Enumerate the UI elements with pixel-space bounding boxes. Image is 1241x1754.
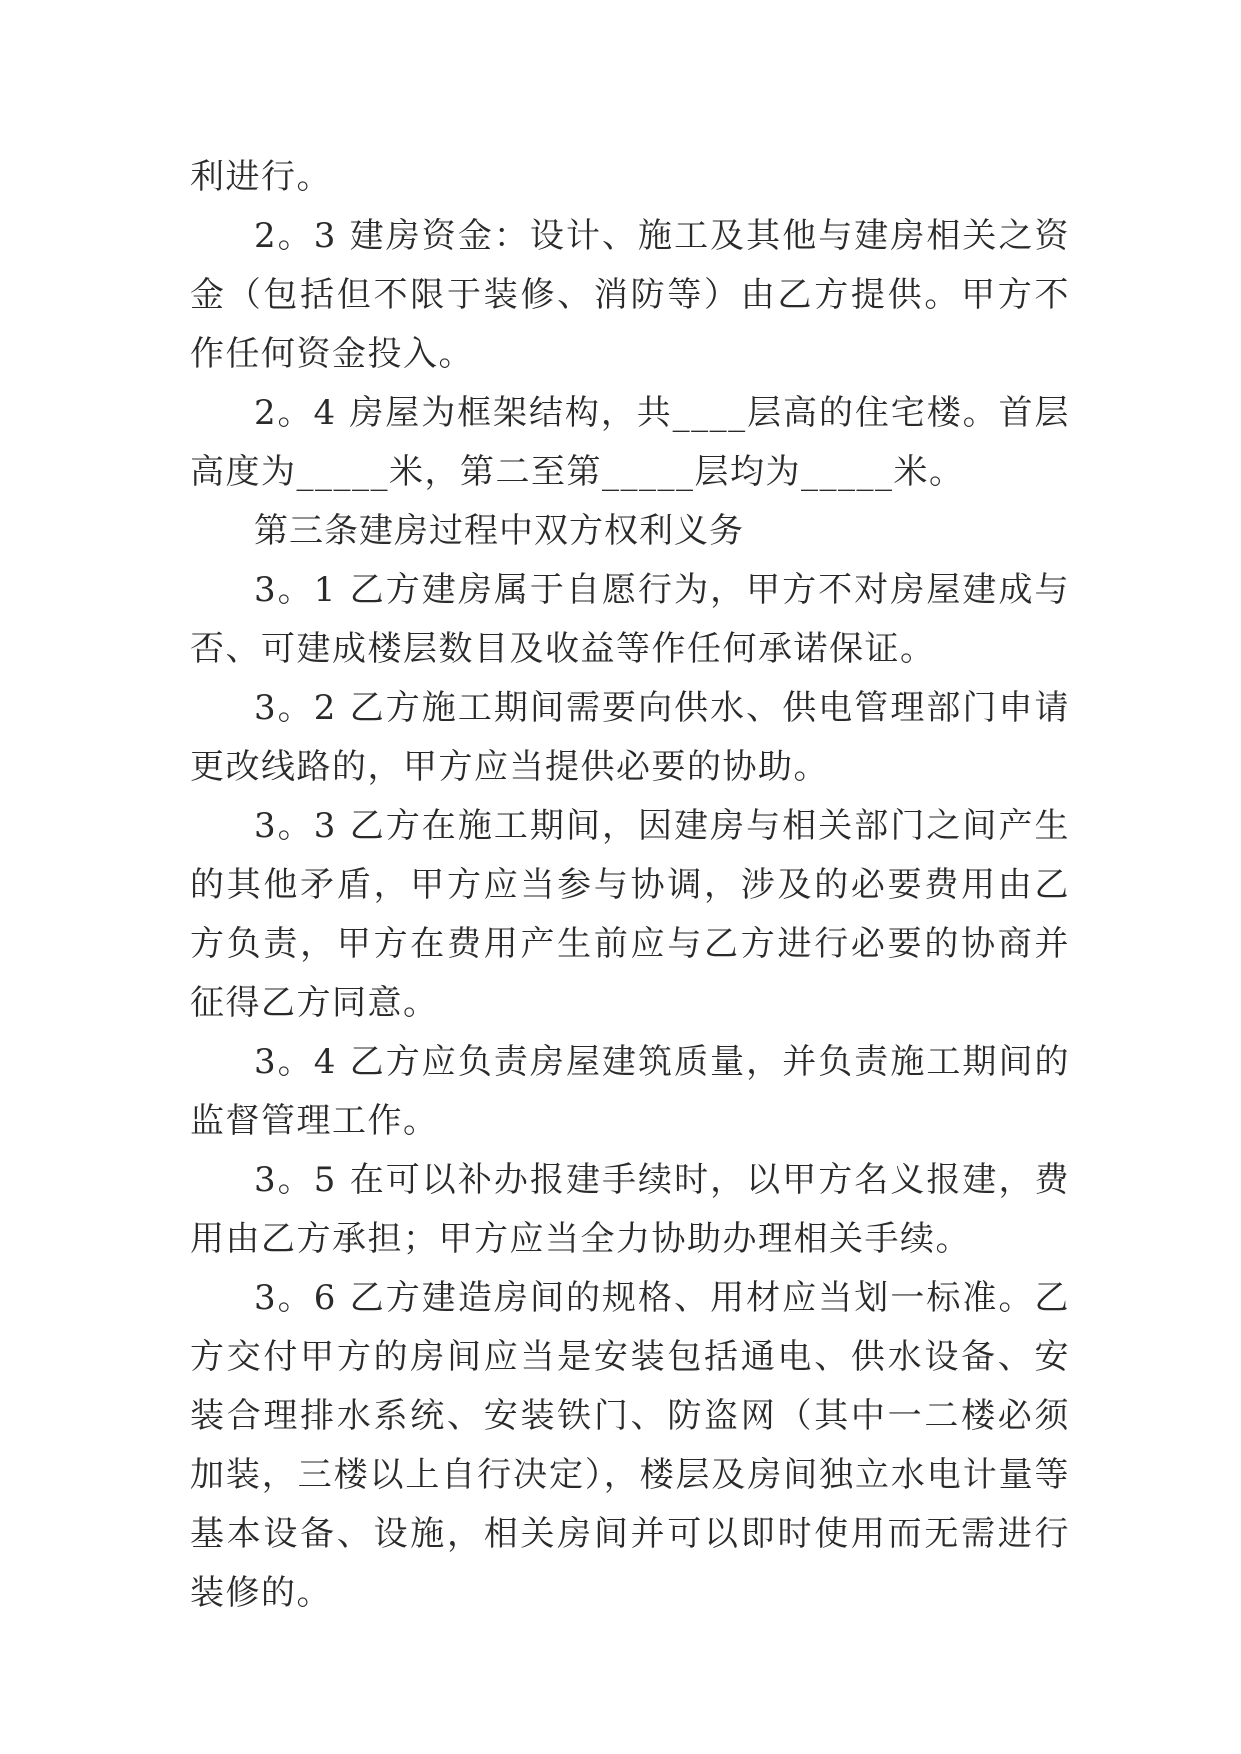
paragraph-3-4: 3。4 乙方应负责房屋建筑质量，并负责施工期间的监督管理工作。	[190, 1042, 1070, 1141]
paragraph-3-6: 3。6 乙方建造房间的规格、用材应当划一标准。乙方交付甲方的房间应当是安装包括通电、供水设备、安装合理排水系统、安装铁门、防盗网（其中一二楼必须加装，三楼以上自行决定），楼层及房间独立水电计量等基本设备、设施，相关房间并可以即时使用而无需进行装修的。	[190, 1278, 1070, 1613]
paragraph-continuation: 利进行。	[190, 157, 332, 197]
section-heading-article-3: 第三条建房过程中双方权利义务	[254, 511, 744, 551]
paragraph-3-1: 3。1 乙方建房属于自愿行为，甲方不对房屋建成与否、可建成楼层数目及收益等作任何承诺保证。	[190, 570, 1070, 669]
paragraph-2-3-funding: 2。3 建房资金：设计、施工及其他与建房相关之资金（包括但不限于装修、消防等）由乙方提供。甲方不作任何资金投入。	[190, 216, 1070, 374]
paragraph-2-4-structure: 2。4 房屋为框架结构，共____层高的住宅楼。首层高度为_____米，第二至第_____层均为_____米。	[190, 393, 1070, 492]
paragraph-3-2: 3。2 乙方施工期间需要向供水、供电管理部门申请更改线路的，甲方应当提供必要的协助。	[190, 688, 1070, 787]
document-body	[190, 148, 1070, 1623]
paragraph-3-5: 3。5 在可以补办报建手续时，以甲方名义报建，费用由乙方承担；甲方应当全力协助办理相关手续。	[190, 1160, 1070, 1259]
paragraph-3-3: 3。3 乙方在施工期间，因建房与相关部门之间产生的其他矛盾，甲方应当参与协调，涉及的必要费用由乙方负责，甲方在费用产生前应与乙方进行必要的协商并征得乙方同意。	[190, 806, 1070, 1023]
